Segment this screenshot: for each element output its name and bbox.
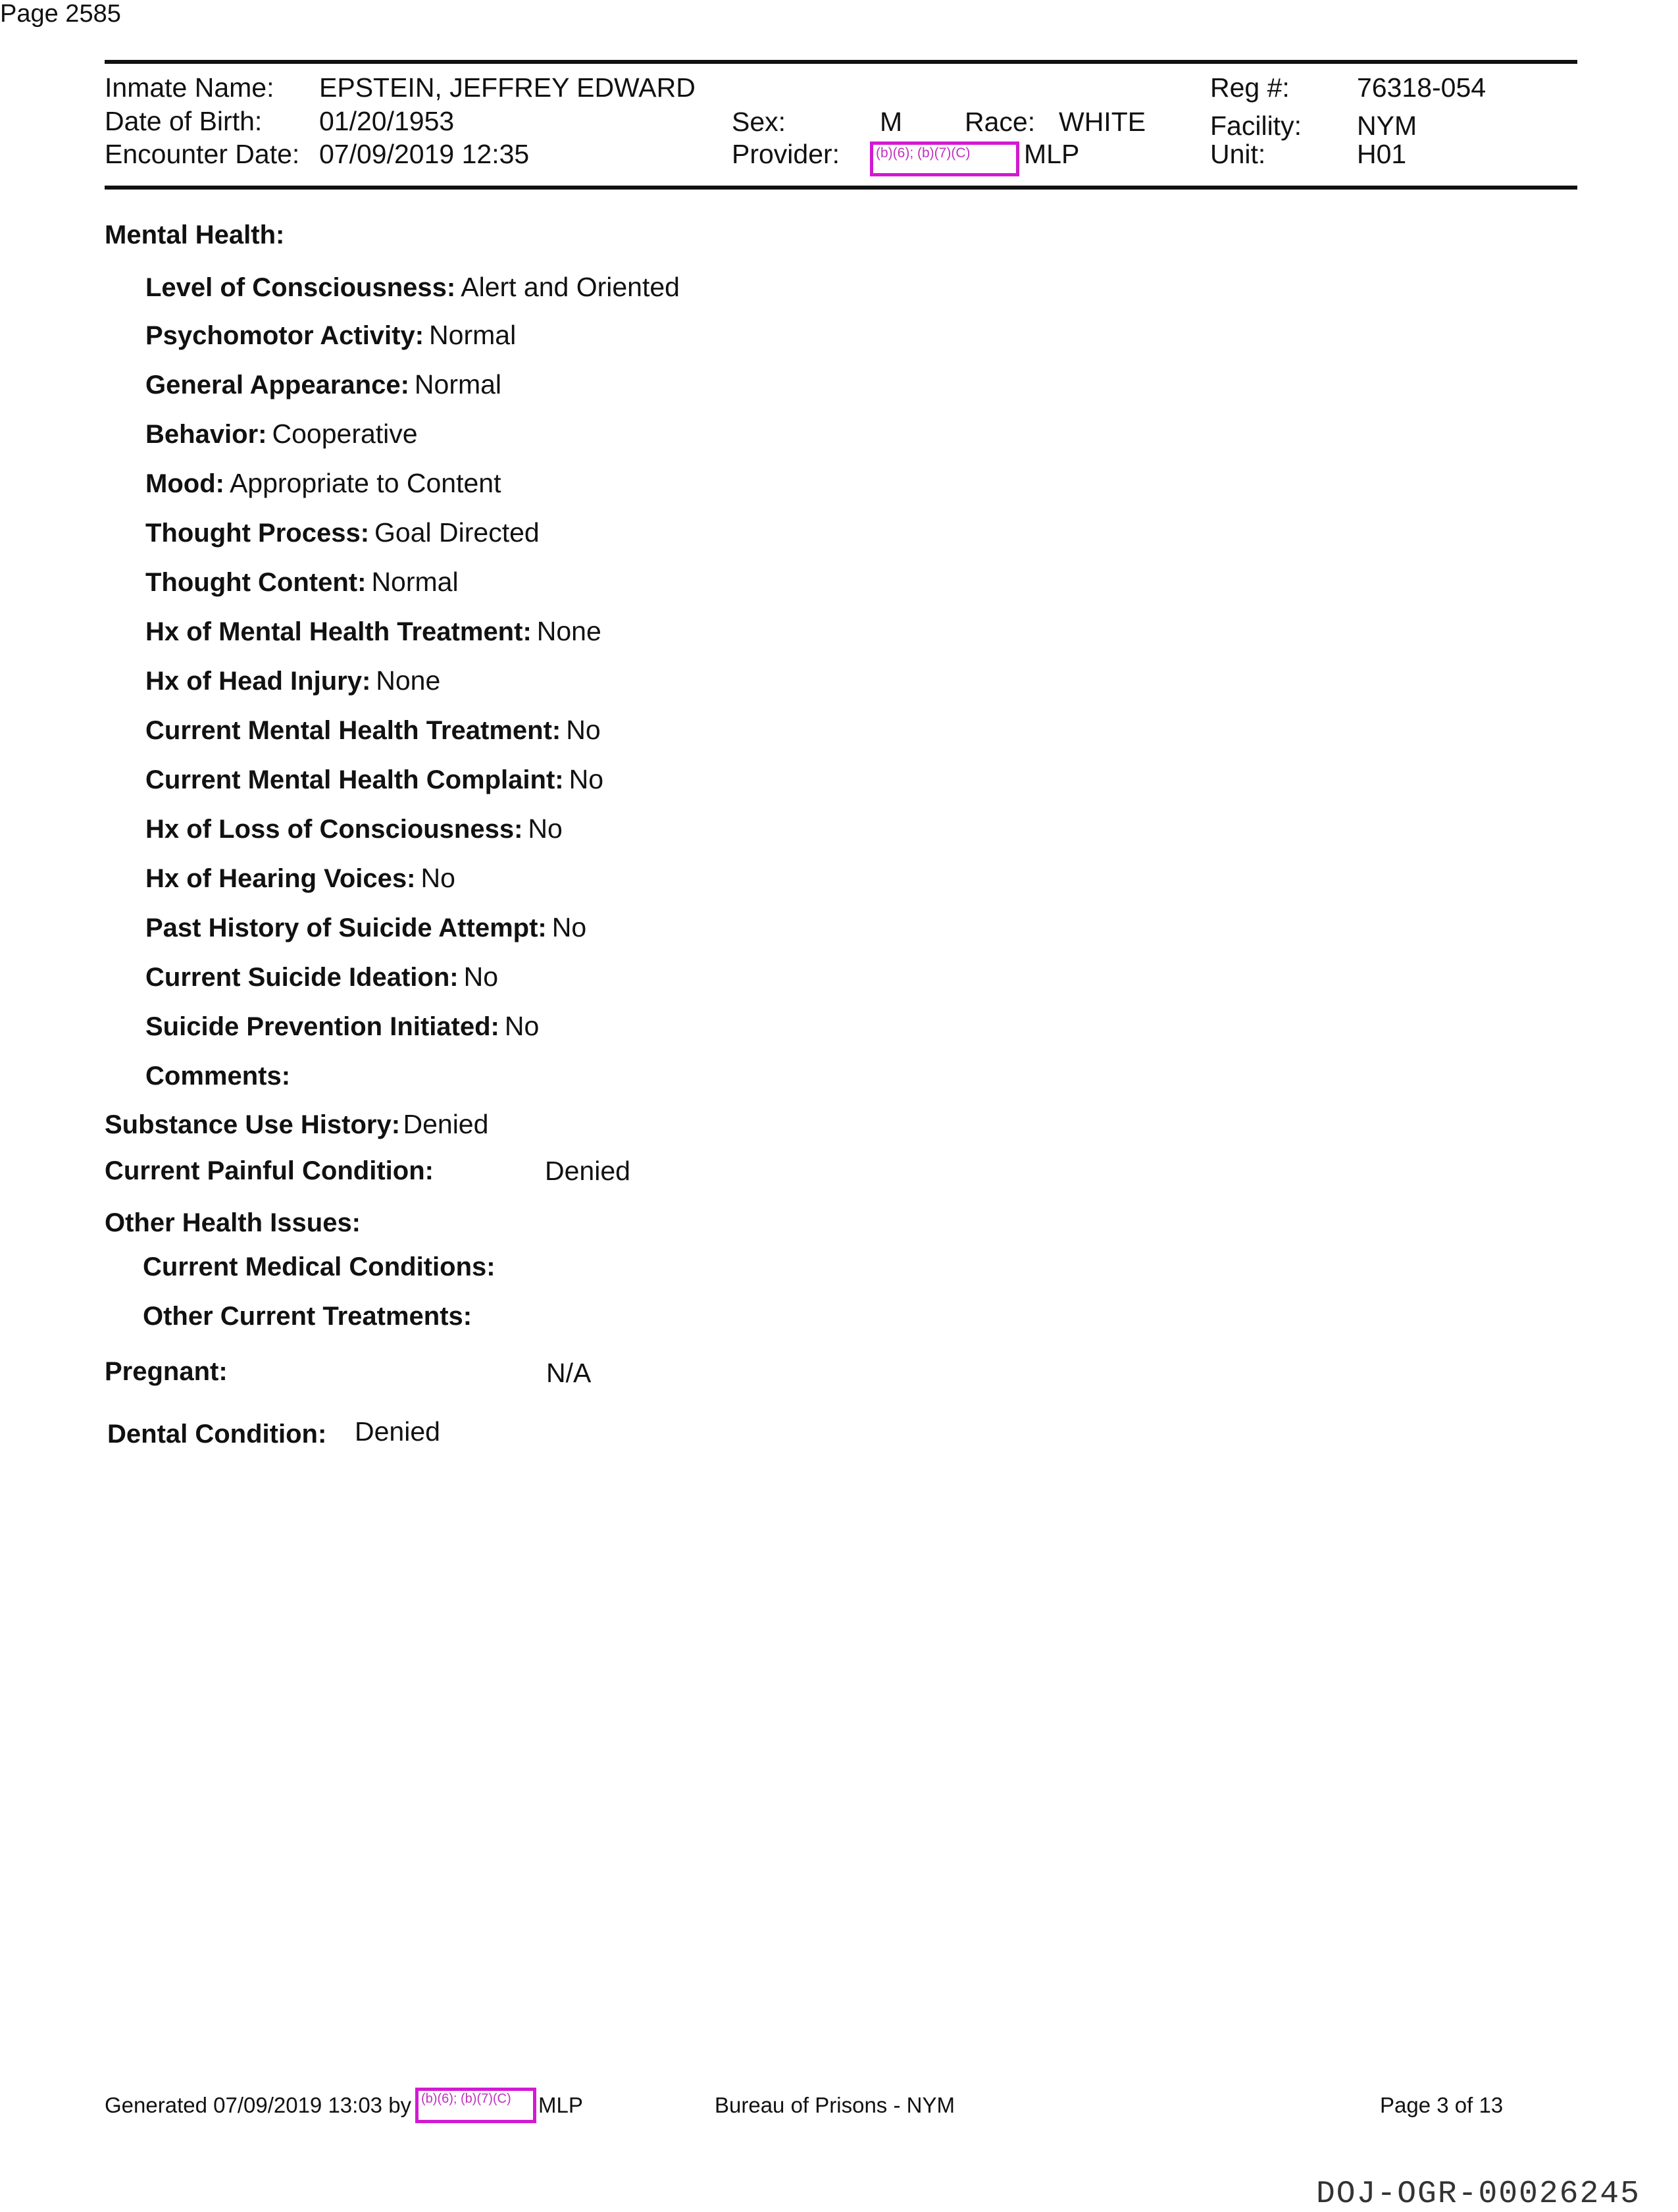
- pregnant-label: Pregnant:: [105, 1357, 228, 1386]
- mental-health-item-value: Alert and Oriented: [461, 272, 680, 302]
- mental-health-item: [145, 717, 601, 744]
- mental-health-item-label: Suicide Prevention Initiated:: [145, 1012, 499, 1041]
- provider-label: Provider:: [732, 139, 840, 169]
- mental-health-item: [145, 815, 563, 842]
- provider-redaction-box: (b)(6); (b)(7)(C): [870, 141, 1019, 176]
- mental-health-item-label: Hx of Loss of Consciousness:: [145, 815, 523, 844]
- mental-health-item: [145, 569, 459, 596]
- mental-health-item-label: General Appearance:: [145, 371, 409, 399]
- sex: M: [880, 107, 903, 137]
- provider-suffix: MLP: [1024, 139, 1080, 169]
- mental-health-item-label: Mood:: [145, 469, 224, 498]
- reg-number: 76318-054: [1357, 72, 1487, 103]
- mental-health-item-value: Appropriate to Content: [229, 468, 501, 498]
- mental-health-item-value: No: [566, 715, 601, 745]
- mental-health-item-label: Hx of Mental Health Treatment:: [145, 617, 532, 646]
- unit-label: Unit:: [1210, 139, 1266, 169]
- mental-health-item-value: None: [376, 665, 441, 696]
- page-number: Page 3 of 13: [1380, 2093, 1504, 2117]
- current-medical-conditions-label: Current Medical Conditions:: [143, 1252, 496, 1281]
- header-bottom-rule: [105, 186, 1577, 190]
- mental-health-item-label: Thought Process:: [145, 519, 370, 548]
- reg-label: Reg #:: [1210, 72, 1290, 103]
- mental-health-item-label: Psychomotor Activity:: [145, 321, 424, 350]
- painful-condition-value: Denied: [545, 1156, 630, 1186]
- mental-health-item: [145, 964, 498, 990]
- mental-health-item-label: Current Suicide Ideation:: [145, 963, 459, 992]
- mental-health-item-label: Hx of Hearing Voices:: [145, 864, 416, 893]
- mental-health-item-value: No: [504, 1011, 540, 1041]
- encounter-date: 07/09/2019 12:35: [319, 139, 530, 169]
- race: WHITE: [1059, 107, 1146, 137]
- mental-health-item-value: Normal: [371, 567, 459, 597]
- mental-health-item: [145, 1013, 539, 1040]
- pregnant-value: N/A: [546, 1358, 592, 1388]
- mental-health-item: [145, 766, 603, 793]
- mental-health-item-label: Behavior:: [145, 420, 267, 449]
- generated-text: Generated 07/09/2019 13:03 by: [105, 2093, 412, 2117]
- mental-health-item-value: Normal: [429, 320, 517, 350]
- mental-health-item: [145, 371, 501, 398]
- generated-by-redaction-box: (b)(6); (b)(7)(C): [415, 2088, 536, 2123]
- organization: Bureau of Prisons - NYM: [715, 2093, 955, 2117]
- mental-health-item: [145, 470, 501, 497]
- mental-health-item-value: Normal: [414, 369, 502, 399]
- dental-condition-label: Dental Condition:: [107, 1420, 327, 1449]
- mental-health-item-label: Current Mental Health Treatment:: [145, 716, 561, 745]
- mental-health-item-value: No: [463, 962, 499, 992]
- dob: 01/20/1953: [319, 106, 455, 136]
- substance-use-label: Substance Use History:: [105, 1110, 401, 1139]
- bates-number: DOJ-OGR-00026245: [1316, 2176, 1640, 2212]
- mental-health-item: [145, 618, 601, 645]
- mental-health-item: [145, 914, 586, 941]
- other-health-title: Other Health Issues:: [105, 1208, 361, 1237]
- mental-health-item: [145, 322, 516, 349]
- substance-use-row: [105, 1111, 488, 1138]
- mental-health-item-value: No: [528, 813, 563, 844]
- mental-health-item: [145, 274, 680, 301]
- mental-health-item-label: Past History of Suicide Attempt:: [145, 913, 547, 942]
- sex-label: Sex:: [732, 107, 786, 137]
- mental-health-item-value: No: [420, 863, 455, 893]
- page-label: Page 2585: [0, 0, 121, 28]
- painful-condition-label: Current Painful Condition:: [105, 1156, 434, 1185]
- mental-health-item-label: Comments:: [145, 1062, 291, 1091]
- dental-condition-value: Denied: [355, 1416, 440, 1447]
- mental-health-title: Mental Health:: [105, 220, 285, 249]
- mental-health-item-value: Cooperative: [272, 419, 418, 449]
- mental-health-item-value: No: [569, 764, 604, 794]
- mental-health-item: [145, 421, 418, 448]
- facility: NYM: [1357, 111, 1417, 141]
- facility-label: Facility:: [1210, 111, 1302, 141]
- encounter-date-label: Encounter Date:: [105, 139, 300, 169]
- mental-health-item-label: Hx of Head Injury:: [145, 667, 371, 696]
- mental-health-item-label: Current Mental Health Complaint:: [145, 765, 564, 794]
- header-top-rule: [105, 60, 1577, 64]
- inmate-name: EPSTEIN, JEFFREY EDWARD: [319, 72, 696, 103]
- other-current-treatments-label: Other Current Treatments:: [143, 1302, 472, 1331]
- mental-health-item-value: No: [551, 912, 587, 942]
- inmate-name-label: Inmate Name:: [105, 72, 274, 103]
- mental-health-item: [145, 865, 455, 892]
- race-label: Race:: [965, 107, 1036, 137]
- mental-health-item-value: None: [536, 616, 601, 646]
- mental-health-item: [145, 667, 440, 694]
- dob-label: Date of Birth:: [105, 106, 263, 136]
- mental-health-item-label: Level of Consciousness:: [145, 273, 456, 302]
- mental-health-item: [145, 1062, 295, 1089]
- unit: H01: [1357, 139, 1407, 169]
- mental-health-item: [145, 519, 540, 546]
- mental-health-item-value: Goal Directed: [374, 517, 540, 548]
- substance-use-value: Denied: [403, 1109, 489, 1139]
- mental-health-item-label: Thought Content:: [145, 568, 367, 597]
- generated-by-suffix: MLP: [538, 2093, 583, 2117]
